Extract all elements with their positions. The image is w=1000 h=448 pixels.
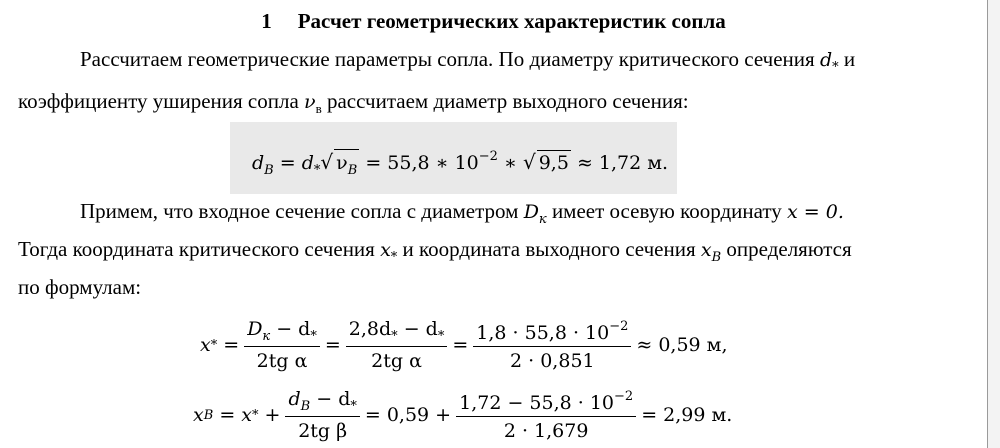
page-margin bbox=[988, 0, 1000, 448]
exponent: −2 bbox=[478, 149, 498, 164]
subscript: B bbox=[347, 163, 358, 178]
symbol: x bbox=[200, 334, 211, 356]
equation-inline: x = 0. bbox=[787, 201, 844, 223]
text: и координата выходного сечения bbox=[397, 237, 701, 261]
subscript: * bbox=[391, 329, 398, 344]
section-title: Расчет геометрических характеристик сопла bbox=[297, 9, 726, 33]
expression: = 55,8 ∗ 10 bbox=[359, 152, 479, 174]
paragraph-1-line-1 bbox=[80, 45, 855, 82]
numerator: 1,72 − 55,8 · 10 bbox=[459, 391, 615, 414]
subscript: B bbox=[203, 407, 214, 423]
text: рассчитаем диаметр выходного сечения: bbox=[321, 89, 689, 113]
paragraph-1-line-2 bbox=[18, 87, 689, 123]
subscript: * bbox=[210, 337, 218, 353]
paragraph-2-line-3 bbox=[18, 273, 141, 301]
fraction bbox=[456, 389, 636, 442]
text: и bbox=[838, 47, 856, 71]
text: Тогда координата критического сечения bbox=[18, 237, 381, 261]
radical-sign: √ bbox=[320, 150, 334, 174]
text: имеет осевую координату bbox=[546, 199, 788, 223]
term: − d bbox=[270, 318, 311, 340]
section-number: 1 bbox=[261, 9, 272, 33]
formula-exit-coordinate: x B = x * + $\frac{d_B - d_*}{\text{2tg β}}$ = 0,59 + $\frac{1,72 - 55,8 \cdot 10^{-2}}{2 \cdot 1,679}$ = 2,99 м. bbox=[193, 388, 733, 442]
denominator: 2 · 1,679 bbox=[503, 419, 589, 442]
symbol-nu: ν bbox=[304, 91, 316, 113]
symbol-x: x bbox=[700, 239, 712, 261]
subscript: * bbox=[310, 329, 317, 344]
subscript: к bbox=[262, 329, 271, 344]
fraction bbox=[346, 318, 448, 372]
middle-term: = 0,59 + bbox=[364, 404, 452, 426]
text: Примем, что входное сечение сопла с диаметром bbox=[80, 199, 524, 223]
symbol: x bbox=[193, 404, 204, 426]
subscript: B bbox=[264, 163, 274, 178]
fraction bbox=[244, 318, 320, 372]
formula-critical-coordinate: x * = $\frac{D_к - d_*}{\text{2tg α}}$ = $\frac{2,8d_* - d_*}{\text{2tg α}}$ = $\frac{1,8 \cdot 55,8 \cdot 10^{-2}}{2 \cdot 0,851}$ ≈ 0,59 м, bbox=[200, 318, 728, 372]
formula-exit-diameter bbox=[252, 140, 668, 188]
symbol: ν bbox=[336, 152, 348, 174]
paragraph-2-line-1 bbox=[80, 197, 844, 234]
text: определяются bbox=[721, 237, 852, 261]
fraction bbox=[285, 388, 359, 442]
symbol: D bbox=[247, 318, 263, 340]
denominator: 2 · 0,851 bbox=[510, 349, 595, 372]
subscript: * bbox=[252, 407, 259, 423]
text: по формулам: bbox=[18, 275, 142, 299]
exponent: −2 bbox=[614, 388, 634, 404]
section-heading bbox=[0, 7, 987, 35]
subscript: B bbox=[711, 250, 722, 265]
operator: ∗ bbox=[497, 152, 523, 174]
fraction bbox=[473, 319, 631, 372]
equals: = bbox=[273, 152, 302, 174]
subscript: * bbox=[832, 60, 839, 75]
symbol-x: x bbox=[380, 239, 391, 261]
paragraph-2-line-2 bbox=[18, 235, 852, 272]
subscript: * bbox=[313, 163, 321, 178]
subscript: * bbox=[437, 329, 445, 344]
result: ≈ 0,59 м, bbox=[636, 334, 728, 356]
term: − d bbox=[397, 318, 438, 340]
term: − d bbox=[310, 388, 351, 410]
subscript: к bbox=[538, 212, 547, 227]
term: 2,8d bbox=[348, 318, 392, 340]
symbol-d: d bbox=[819, 49, 833, 71]
text: Рассчитаем геометрические параметры сопла. По диаметру критического сечения bbox=[80, 47, 820, 71]
symbol: d bbox=[288, 388, 301, 410]
radicand: 9,5 bbox=[538, 152, 569, 174]
subscript: B bbox=[300, 399, 311, 414]
symbol: d bbox=[301, 152, 314, 174]
symbol: x bbox=[241, 404, 252, 426]
subscript: в bbox=[315, 101, 322, 116]
result: = 2,99 м. bbox=[641, 404, 733, 426]
symbol: d bbox=[252, 152, 265, 174]
subscript: * bbox=[350, 399, 357, 414]
denominator: 2tg α bbox=[371, 350, 422, 372]
exponent: −2 bbox=[609, 318, 629, 334]
radical-sign: √ bbox=[522, 150, 536, 174]
result: ≈ 1,72 м. bbox=[570, 152, 669, 174]
text: коэффициенту уширения сопла bbox=[18, 89, 305, 113]
numerator: 1,8 · 55,8 · 10 bbox=[476, 321, 610, 344]
denominator: 2tg β bbox=[298, 420, 348, 442]
denominator: 2tg α bbox=[256, 350, 308, 372]
subscript: * bbox=[390, 250, 398, 265]
symbol-D: D bbox=[523, 201, 539, 223]
